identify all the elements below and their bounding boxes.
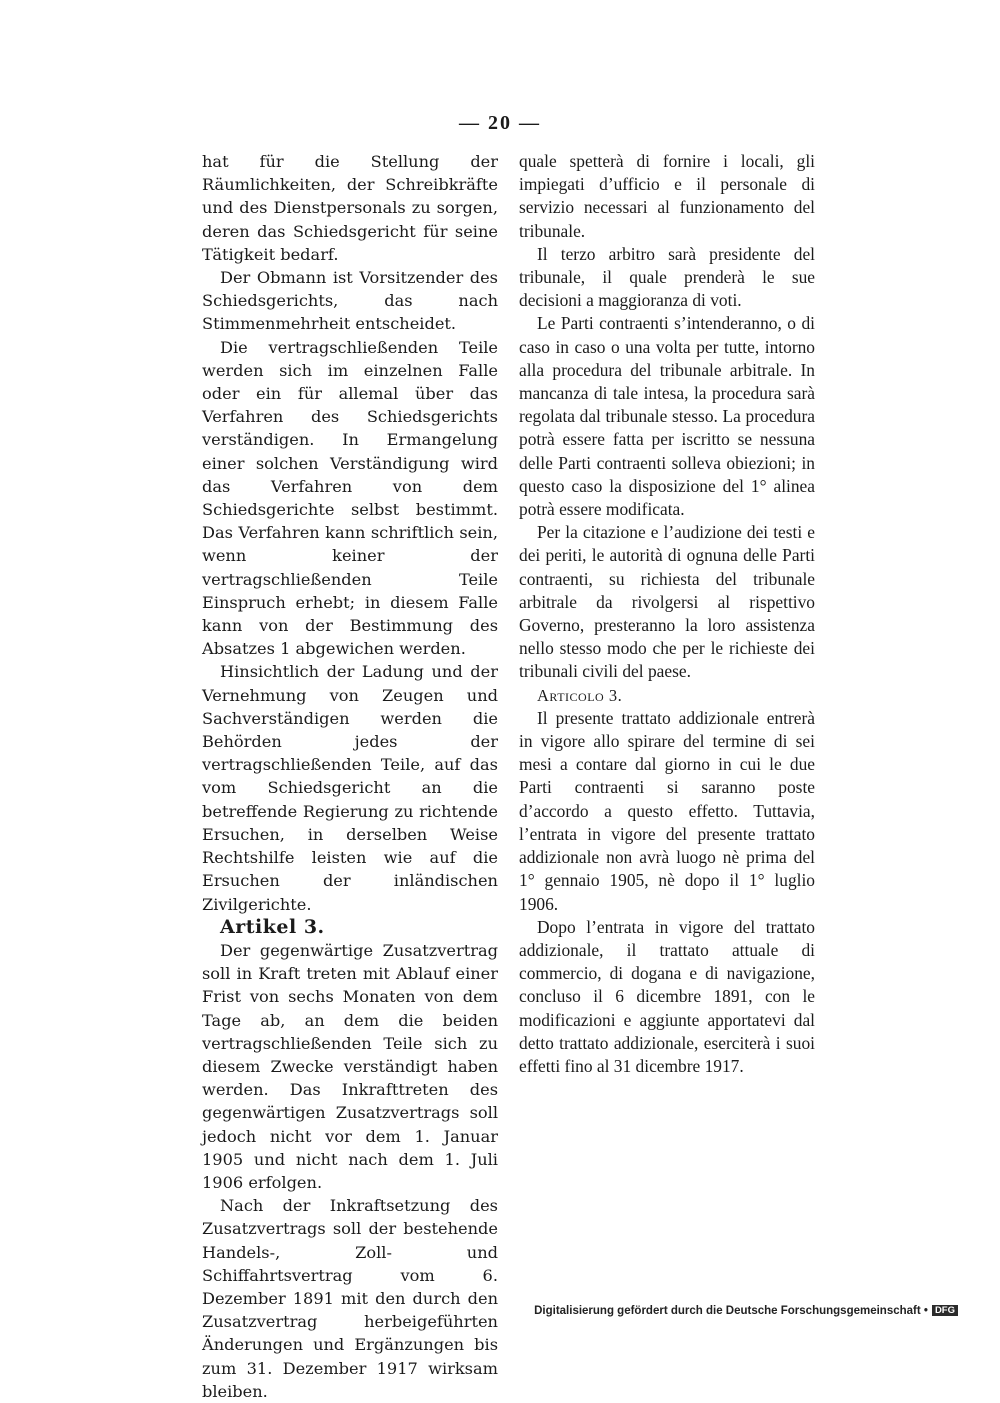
page-number: — 20 — xyxy=(459,112,541,134)
german-article-heading: Artikel 3. xyxy=(220,915,325,938)
digitization-credit-text: Digitalisierung gefördert durch die Deutsche Forschungsgemeinschaft • xyxy=(534,1305,928,1317)
digitization-credit xyxy=(534,1305,958,1317)
dfg-logo: DFG xyxy=(932,1305,958,1316)
italian-paragraph: Il terzo arbitro sarà presidente del tribunale, il quale prenderà le sue decisioni a maggioranza di voti. xyxy=(519,243,815,311)
italian-paragraph: quale spetterà di fornire i locali, gli impiegati d’ufficio e il personale di servizio necessari al funzionamento del tribunale. xyxy=(519,151,815,241)
german-paragraph: Der Obmann ist Vorsitzender des Schiedsgerichts, das nach Stimmenmehrheit entscheidet. xyxy=(202,268,498,334)
german-column xyxy=(202,150,498,1403)
italian-paragraph: Le Parti contraenti s’intenderanno, o di caso in caso o una volta per tutte, intorno alla procedura del tribunale arbitrale. In mancanza di tale intesa, la procedura sarà regolata dal tribunale stesso. La procedura potrà essere fatta per iscritto se nessuna delle Parti contraenti solleva obiezioni; in questo caso la disposizione del 1° alinea potrà essere modificata. xyxy=(519,313,815,520)
italian-article-heading: Articolo 3. xyxy=(537,685,623,705)
italian-paragraph: Dopo l’entrata in vigore del trattato addizionale, il trattato attuale di commercio, di dogana e di navigazione, concluso il 6 dicembre 1891, con le modificazioni e aggiunte apportatevi dal detto trattato addizionale, eserciterà i suoi effetti fino al 31 dicembre 1917. xyxy=(519,916,815,1076)
italian-column xyxy=(519,150,815,1078)
italian-paragraph: Per la citazione e l’audizione dei testi e dei periti, le autorità di ognuna delle Parti contraenti, su richiesta del tribunale arbitrale da rivolgersi al rispettivo Governo, presteranno la loro assistenza nello stesso modo che per le richieste dei tribunali civili del paese. xyxy=(519,522,815,682)
italian-paragraph: Il presente trattato addizionale entrerà in vigore allo spirare del termine di sei mesi a contare dal giorno in cui le due Parti contraenti si saranno poste d’accordo a questo effetto. Tuttavia, l’entrata in vigore del presente trattato addizionale non avrà luogo nè prima del 1° gennaio 1905, nè dopo il 1° luglio 1906. xyxy=(519,707,815,914)
german-paragraph: Nach der Inkraftsetzung des Zusatzvertrags soll der bestehende Handels-, Zoll- und Schiffahrtsvertrag vom 6. Dezember 1891 mit den durch den Zusatzvertrag herbeigeführten Änderungen und Ergänzungen bis zum 31. Dezember 1917 wirksam bleiben. xyxy=(202,1196,498,1401)
german-paragraph: Die vertragschließenden Teile werden sich im einzelnen Falle oder ein für allemal über das Verfahren des Schiedsgerichts verständigen. In Ermangelung einer solchen Verständigung wird das Verfahren von dem Schiedsgerichte selbst bestimmt. Das Verfahren kann schriftlich sein, wenn keiner der vertragschließenden Teile Einspruch erhebt; in diesem Falle kann von der Bestimmung des Absatzes 1 abgewichen werden. xyxy=(202,337,498,659)
german-paragraph: Hinsichtlich der Ladung und der Vernehmung von Zeugen und Sachverständigen werden die Behörden jedes der vertragschließenden Teile, auf das vom Schiedsgericht an die betreffende Regierung zu richtende Ersuchen, in derselben Weise Rechtshilfe leisten wie auf die Ersuchen der inländischen Zivilgerichte. xyxy=(202,662,498,914)
german-paragraph: Der gegenwärtige Zusatzvertrag soll in Kraft treten mit Ablauf einer Frist von sechs Monaten von dem Tage ab, an dem die beiden vertragschließenden Teile sich zu diesem Zwecke verständigt haben werden. Das Inkrafttreten des gegenwärtigen Zusatzvertrags soll jedoch nicht vor dem 1. Januar 1905 und nicht nach dem 1. Juli 1906 erfolgen. xyxy=(202,940,498,1192)
german-paragraph: hat für die Stellung der Räumlichkeiten, der Schreibkräfte und des Dienstpersonals zu sorgen, deren das Schiedsgericht für seine Tätigkeit bedarf. xyxy=(202,152,498,264)
